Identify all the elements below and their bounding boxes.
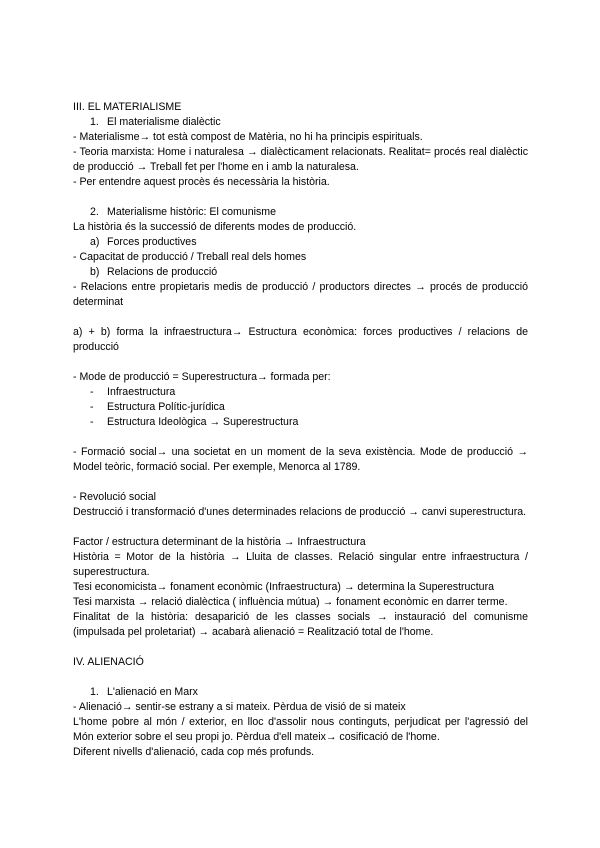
paragraph-title: - Revolució social [73, 491, 157, 503]
subsection-title: 2. Materialisme històric: El comunisme [90, 206, 276, 218]
paragraph: Tesi marxista → relació dialèctica ( influència mútua) → fonament econòmic en darrer terme. [73, 596, 508, 608]
section-heading: IV. ALIENACIÓ [73, 656, 144, 668]
paragraph: Finalitat de la història: desaparició de les classes socials → instauració del comunisme (impulsada pel proletariat) → acabarà alienació = Realització total de l'home. [73, 611, 528, 638]
subsection-title: 1. El materialisme dialèctic [90, 116, 221, 128]
section-heading: III. EL MATERIALISME [73, 101, 182, 113]
subsection-title: 1. L'alienació en Marx [90, 686, 198, 698]
paragraph: - Materialisme→ tot està compost de Matèria, no hi ha principis espirituals. [73, 131, 423, 143]
paragraph: Factor / estructura determinant de la història → Infraestructura [73, 536, 366, 548]
paragraph: - Formació social→ una societat en un moment de la seva existència. Mode de producció → Model teòric, formació social. Per exemple, Menorca al 1789. [73, 446, 528, 473]
paragraph: Tesi economicista→ fonament econòmic (Infraestructura) → determina la Superestructura [73, 581, 494, 593]
paragraph: La història és la successió de diferents modes de producció. [73, 221, 357, 233]
paragraph: - Capacitat de producció / Treball real dels homes [73, 251, 307, 263]
list-item: - Infraestructura [90, 386, 176, 398]
paragraph: - Per entendre aquest procès és necessària la història. [73, 176, 330, 188]
paragraph: Diferent nivells d'alienació, cada cop més profunds. [73, 746, 315, 758]
paragraph: Història = Motor de la història → Lluita de classes. Relació singular entre infraestructura / superestructura. [73, 551, 528, 578]
paragraph: - Teoria marxista: Home i naturalesa → dialècticament relacionats. Realitat= procés real dialèctic de producció → Treball fet per l'home en i amb la naturalesa. [73, 146, 528, 173]
list-item: - Estructura Ideològica → Superestructura [90, 416, 299, 428]
document-page [73, 100, 528, 760]
paragraph: L'home pobre al món / exterior, en lloc d'assolir nous continguts, perjudicat per l'agressió del Món exterior sobre el seu propi jo. Pèrdua d'ell mateix→ cosificació de l'home. [73, 716, 528, 743]
list-item: - Estructura Polític-jurídica [90, 401, 225, 413]
list-heading: b) Relacions de producció [90, 266, 218, 278]
paragraph: a) + b) forma la infraestructura→ Estructura econòmica: forces productives / relacions de producció [73, 326, 528, 353]
paragraph: - Relacions entre propietaris medis de producció / productors directes → procés de producció determinat [73, 281, 528, 308]
paragraph: - Alienació→ sentir-se estrany a si mateix. Pèrdua de visió de si mateix [73, 701, 406, 713]
paragraph: - Mode de producció = Superestructura→ formada per: [73, 371, 331, 383]
paragraph: Destrucció i transformació d'unes determinades relacions de producció → canvi superestructura. [73, 506, 527, 518]
list-heading: a) Forces productives [90, 236, 197, 248]
